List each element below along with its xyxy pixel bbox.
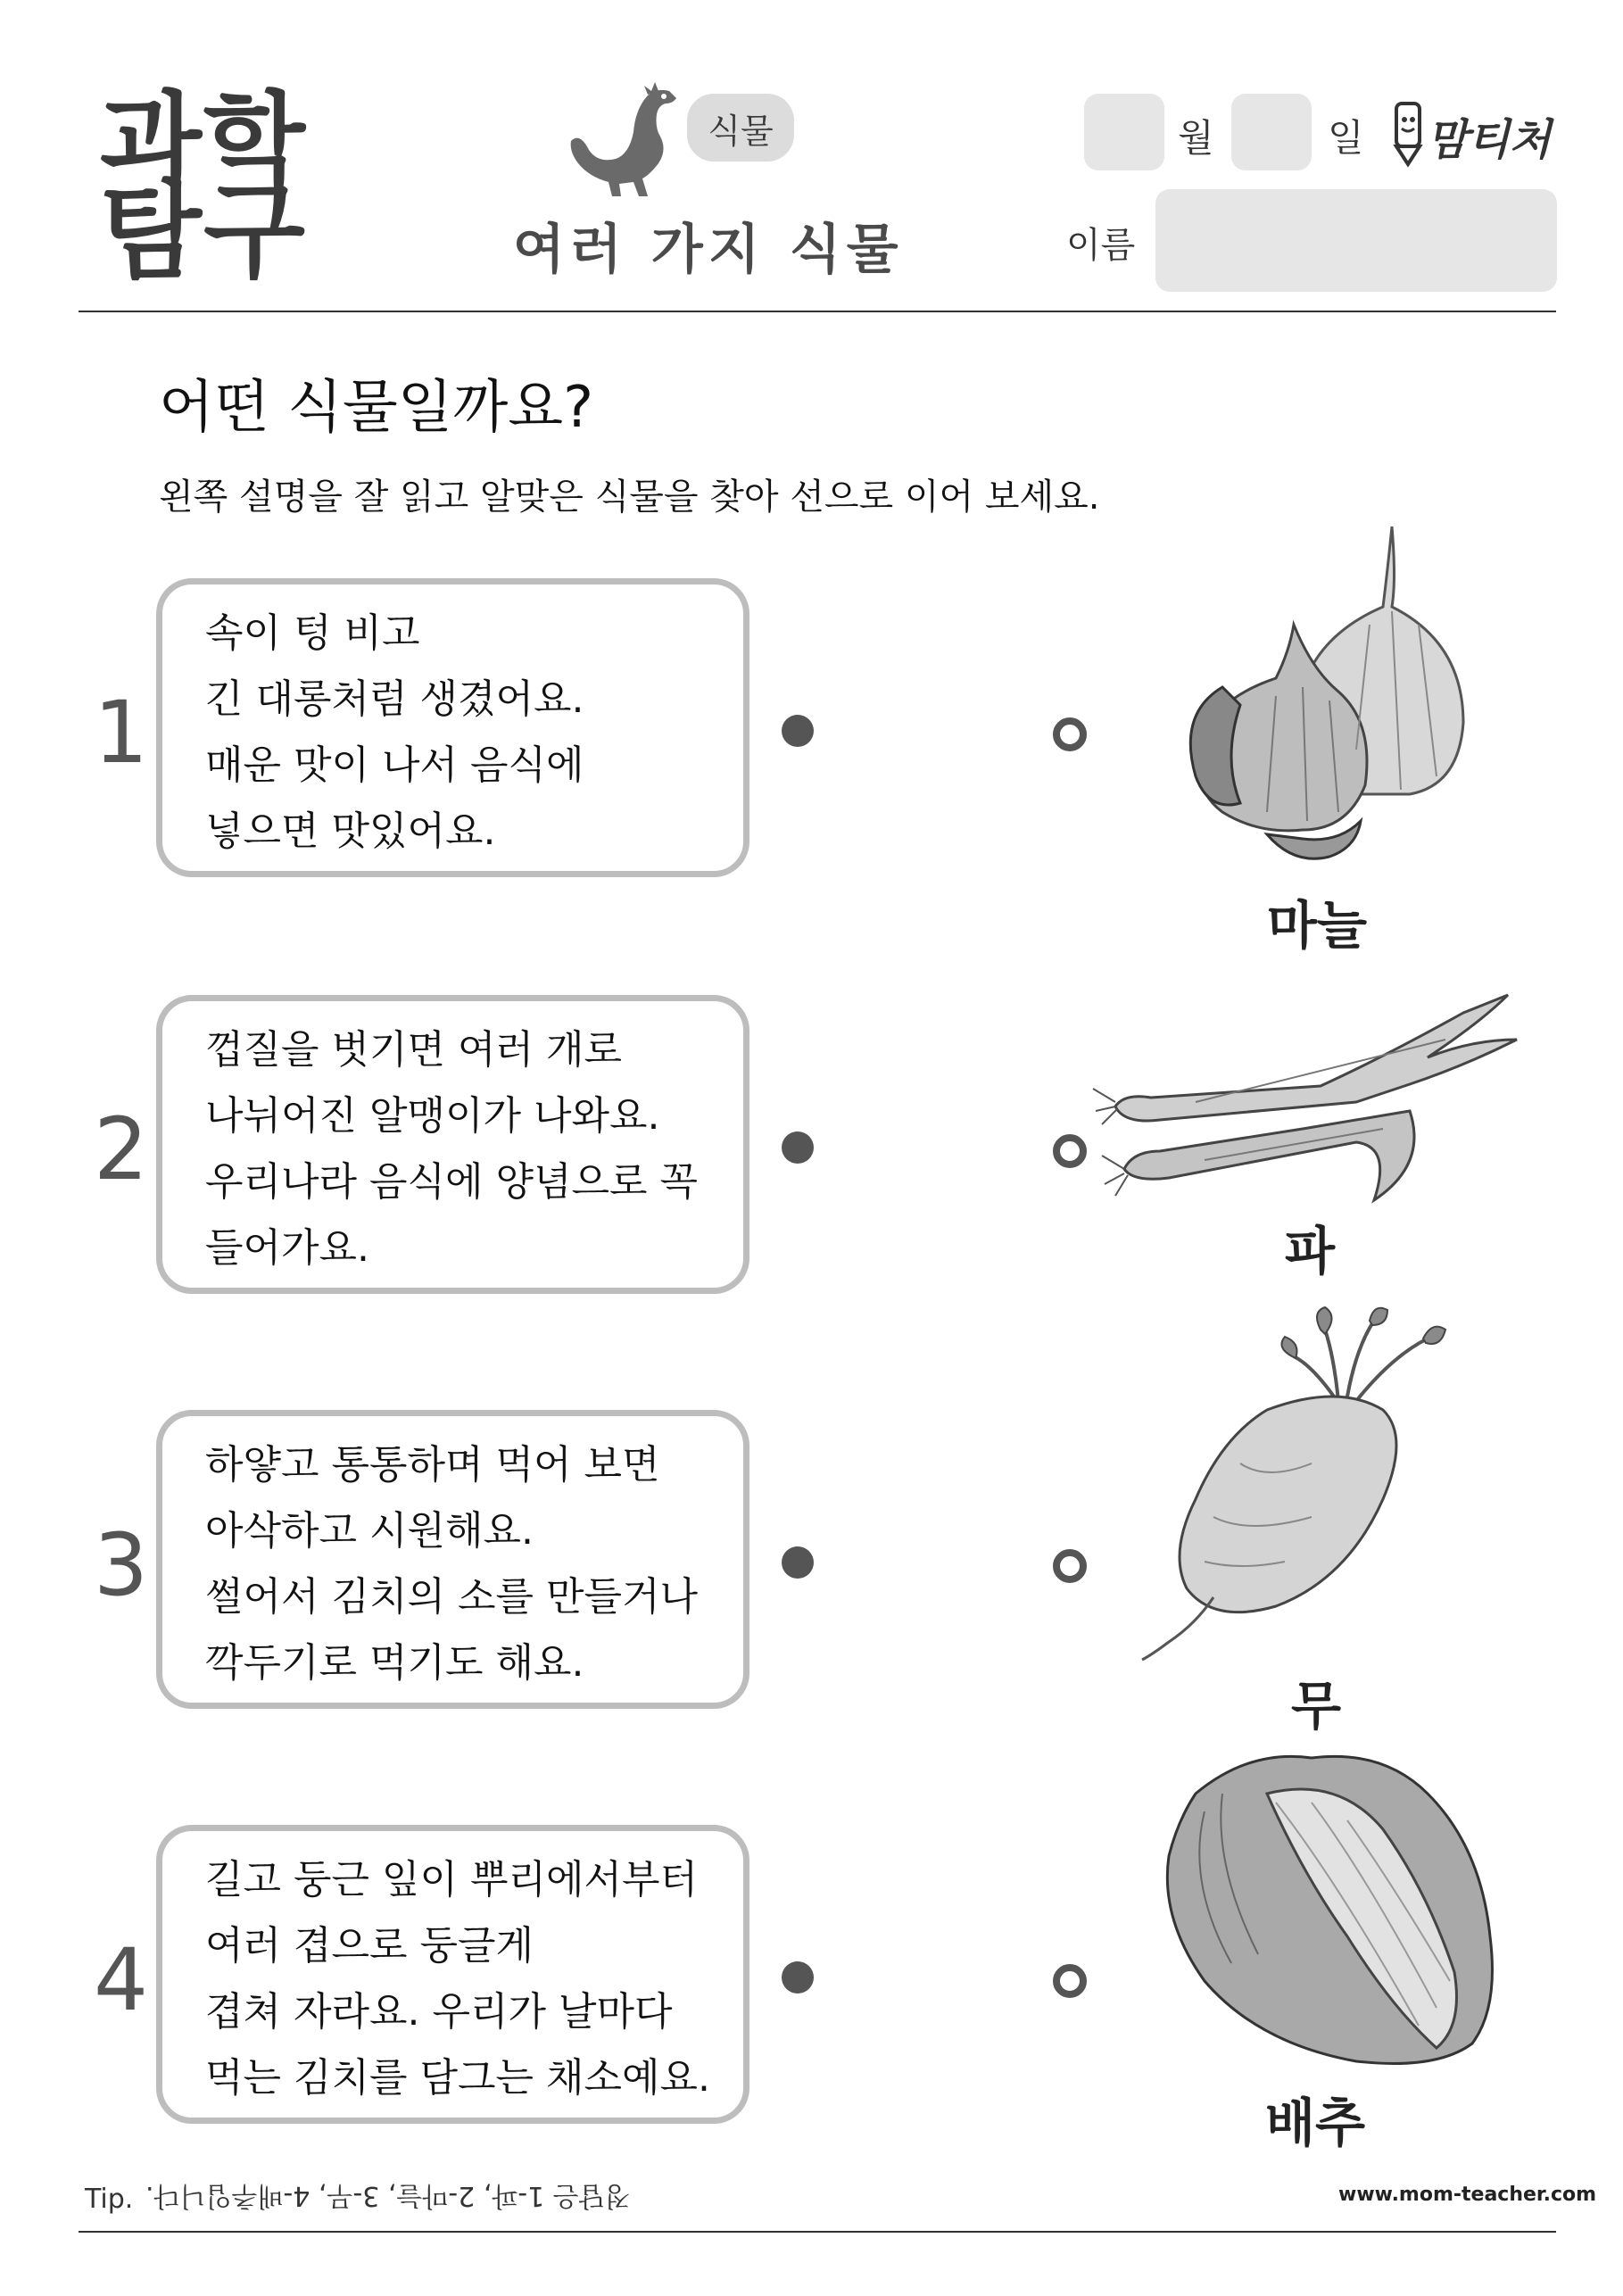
card-2-line-3: 우리나라 음식에 양념으로 꼭 [205, 1159, 699, 1205]
card-2-line-1: 껍질을 벗기면 여러 개로 [205, 1027, 622, 1073]
left-connect-dot-2[interactable] [782, 1131, 814, 1164]
month-field[interactable] [1084, 94, 1164, 170]
card-4-line-1: 길고 둥근 잎이 뿌리에서부터 [205, 1857, 699, 1902]
radish-illustration-icon [1133, 1303, 1508, 1687]
name-field[interactable] [1155, 189, 1557, 292]
left-connect-dot-1[interactable] [782, 715, 814, 747]
tip-section [85, 2179, 631, 2218]
card-3-line-2: 아삭하고 시원해요. [205, 1508, 534, 1554]
brand-text: 맘티처 [1427, 115, 1552, 165]
footer-divider [79, 2231, 1556, 2233]
name-label: 이름 [1066, 225, 1136, 266]
card-4-line-4: 먹는 김치를 담그는 채소예요. [205, 2055, 710, 2101]
napa-cabbage-illustration-icon [1133, 1740, 1517, 2079]
question-heading: 어떤 식물일까요? [159, 375, 594, 441]
right-connect-dot-1[interactable] [1053, 717, 1087, 751]
website-url: www.mom-teacher.com [1338, 2184, 1597, 2206]
plant-label-3: 무 [1291, 1676, 1342, 1737]
card-4-line-3: 겹쳐 자라요. 우리가 날마다 [205, 1989, 673, 2035]
card-1-line-4: 넣으면 맛있어요. [205, 808, 496, 854]
tip-label: Tip. [85, 2183, 134, 2215]
left-connect-dot-3[interactable] [782, 1546, 814, 1579]
card-3-line-1: 하얗고 통통하며 먹어 보면 [205, 1442, 660, 1488]
description-card-3 [156, 1410, 749, 1709]
card-1-line-1: 속이 텅 비고 [205, 610, 420, 656]
row-number-3: 3 [94, 1515, 149, 1615]
topic-badge: 식물 [687, 94, 794, 162]
row-number-2: 2 [94, 1099, 149, 1199]
day-field[interactable] [1231, 94, 1312, 170]
plant-label-2: 파 [1285, 1221, 1336, 1281]
green-onion-illustration-icon [1089, 986, 1526, 1227]
tip-answer-upside-down: 정답은 1-파, 2-마늘, 3-무, 4-배추입니다. [145, 2180, 632, 2211]
logo-line-2: 탐구 [100, 170, 307, 293]
card-3-line-3: 썰어서 김치의 소를 만들거나 [205, 1574, 699, 1620]
description-card-1 [156, 578, 749, 877]
garlic-illustration-icon [1124, 526, 1481, 883]
description-card-2 [156, 995, 749, 1294]
card-2-line-2: 나뉘어진 알맹이가 나와요. [205, 1093, 660, 1139]
card-3-line-4: 깍두기로 먹기도 해요. [205, 1640, 584, 1686]
page-title: 여러 가지 식물 [513, 219, 904, 281]
day-label: 일 [1328, 116, 1364, 160]
card-1-line-2: 긴 대롱처럼 생겼어요. [205, 676, 584, 722]
plant-label-1: 마늘 [1267, 895, 1368, 956]
month-label: 월 [1178, 116, 1214, 160]
instruction-text: 왼쪽 설명을 잘 읽고 알맞은 식물을 찾아 선으로 이어 보세요. [159, 477, 1100, 518]
plant-label-4: 배추 [1265, 2093, 1366, 2153]
right-connect-dot-2[interactable] [1053, 1134, 1087, 1168]
row-number-4: 4 [94, 1930, 149, 2030]
right-connect-dot-4[interactable] [1053, 1964, 1087, 1998]
card-1-line-3: 매운 맛이 나서 음식에 [205, 742, 584, 788]
logo-line-1: 과학 [100, 80, 307, 203]
description-card-4 [156, 1825, 749, 2124]
dinosaur-icon [562, 79, 696, 203]
right-connect-dot-3[interactable] [1053, 1549, 1087, 1583]
card-4-line-2: 여러 겹으로 둥글게 [205, 1923, 534, 1969]
left-connect-dot-4[interactable] [782, 1961, 814, 1993]
row-number-1: 1 [94, 683, 149, 783]
card-2-line-4: 들어가요. [205, 1225, 370, 1271]
brand-logo [1387, 96, 1566, 168]
header-divider [79, 311, 1556, 312]
